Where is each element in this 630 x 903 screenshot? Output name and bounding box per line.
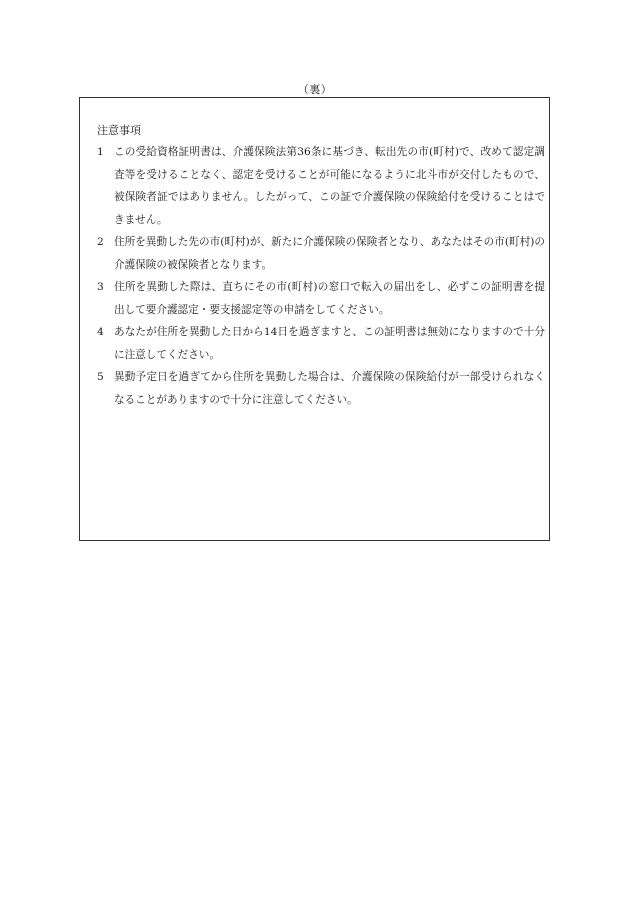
notice-item-2	[97, 231, 545, 276]
item-text: あなたが住所を異動した日から14日を過ぎますと、この証明書は無効になりますので十分に注意してください。	[114, 326, 545, 361]
notice-list	[97, 141, 545, 411]
page-side-label: （裏）	[297, 83, 333, 96]
item-number: 2	[97, 236, 104, 248]
notice-item-5	[97, 366, 545, 411]
item-number: 1	[97, 146, 104, 158]
notice-title: 注意事項	[97, 124, 141, 137]
notice-item-3	[97, 276, 545, 321]
item-number: 3	[97, 281, 104, 293]
notice-item-1	[97, 141, 545, 231]
notice-item-4	[97, 321, 545, 366]
item-text: 住所を異動した際は、直ちにその市(町村)の窓口で転入の届出をし、必ずこの証明書を提出して要介護認定・要支援認定等の申請をしてください。	[114, 281, 545, 316]
item-text: 住所を異動した先の市(町村)が、新たに介護保険の保険者となり、あなたはその市(町村)の介護保険の被保険者となります。	[114, 236, 545, 271]
item-text: 異動予定日を過ぎてから住所を異動した場合は、介護保険の保険給付が一部受けられなくなることがありますので十分に注意してください。	[114, 371, 545, 406]
item-number: 4	[97, 326, 104, 338]
notice-box	[79, 97, 550, 541]
item-text: この受給資格証明書は、介護保険法第36条に基づき、転出先の市(町村)で、改めて認定調査等を受けることなく、認定を受けることが可能になるように北斗市が交付したもので、被保険者証ではありません。したがって、この証で介護保険の保険給付を受けることはできません。	[114, 146, 545, 226]
item-number: 5	[97, 371, 104, 383]
